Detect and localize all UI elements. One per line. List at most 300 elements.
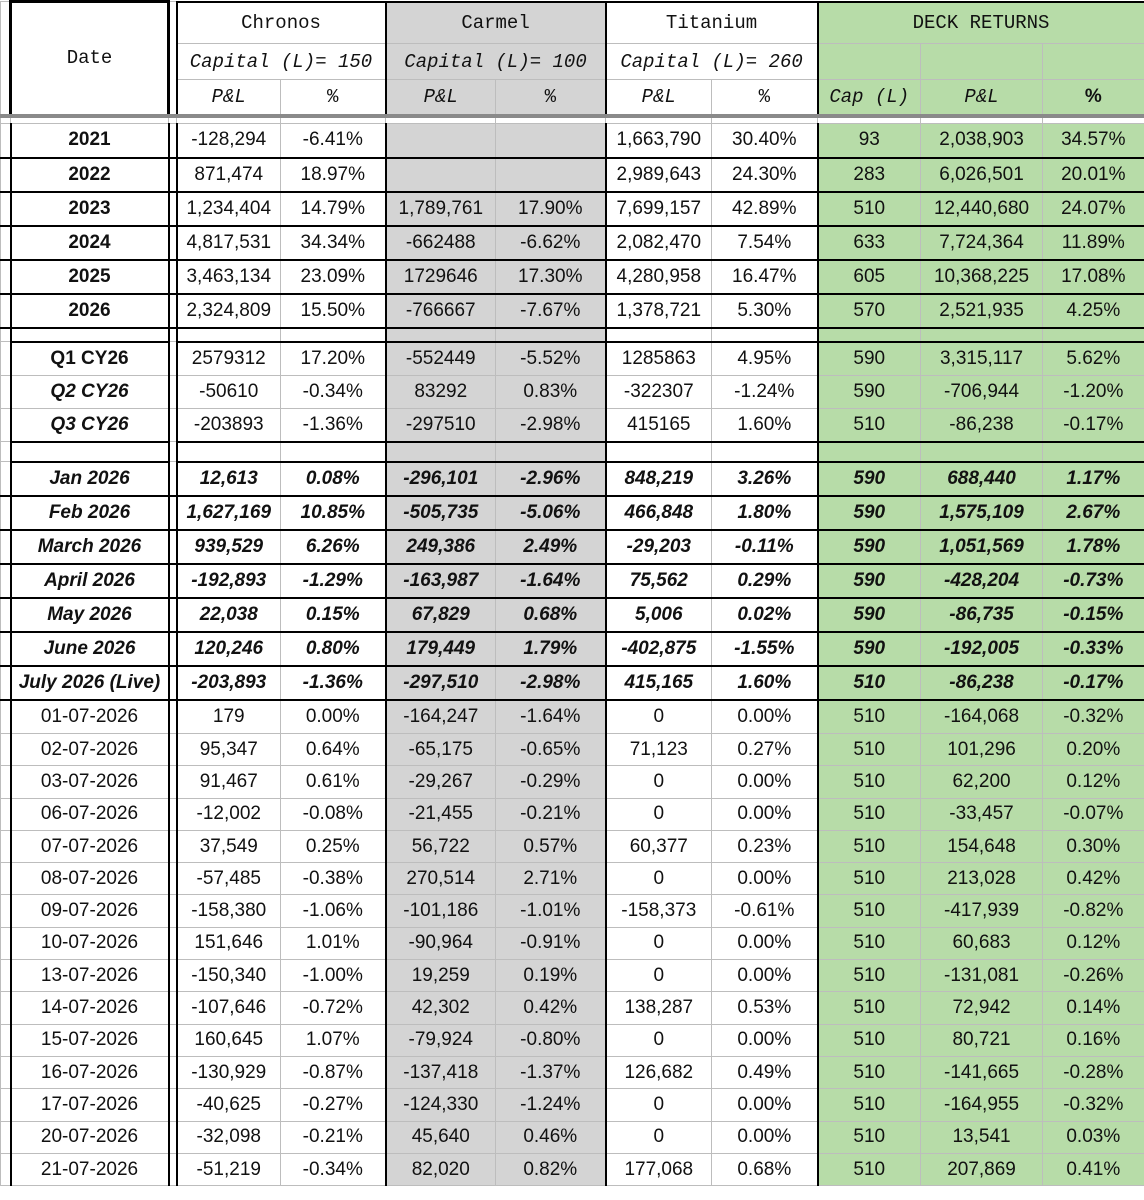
monthly-label: April 2026 [11,564,169,598]
carmel-pnl-cell: 67,829 [386,598,496,632]
deck-pnl-cell: 12,440,680 [921,192,1043,226]
daily-row [1,734,1144,766]
titanium-pnl-cell: 0 [606,700,712,734]
titanium-pct-cell: 0.29% [712,564,818,598]
carmel-pct-cell: 0.83% [496,376,606,409]
deck-cap-cell: 570 [818,294,921,328]
margin-cell [1,960,11,992]
separator-cell [712,442,818,462]
titanium-pnl-cell: 415165 [606,409,712,442]
carmel-pct-cell [496,158,606,192]
chronos-pct-cell: 0.80% [281,632,386,666]
deck-pnl-cell: -86,735 [921,598,1043,632]
chronos-pnl-cell: -107,646 [177,992,281,1024]
spacer-cell [177,116,281,124]
deck-pnl-cell: 101,296 [921,734,1043,766]
chronos-pct-cell: 0.64% [281,734,386,766]
chronos-pct-cell: 18.97% [281,158,386,192]
gap-cell [169,1089,177,1121]
deck-pct-cell: 0.03% [1043,1121,1144,1153]
titanium-pnl-cell: 60,377 [606,830,712,862]
daily-label: 20-07-2026 [11,1121,169,1153]
margin-cell [1,294,11,328]
deck-pnl-cell: -141,665 [921,1056,1043,1088]
header-row-strategies [1,2,1144,44]
chronos-pnl-cell: -12,002 [177,798,281,830]
daily-label: 10-07-2026 [11,927,169,959]
carmel-pnl-cell: -505,735 [386,496,496,530]
carmel-pct-cell: -1.24% [496,1089,606,1121]
titanium-pct-cell: 0.00% [712,1024,818,1056]
titanium-pct-cell: 24.30% [712,158,818,192]
deck-pct-cell: -1.20% [1043,376,1144,409]
carmel-pct-cell: -2.98% [496,409,606,442]
deck-pct-cell: 1.78% [1043,530,1144,564]
carmel-pnl-cell: -766667 [386,294,496,328]
margin-cell [1,328,11,342]
gap-cell [169,863,177,895]
titanium-pnl-cell: -158,373 [606,895,712,927]
chronos-pnl-cell: -203,893 [177,666,281,700]
gap-cell [169,666,177,700]
daily-label: 14-07-2026 [11,992,169,1024]
quarterly-label: Q3 CY26 [11,409,169,442]
deck-pnl-cell: 154,648 [921,830,1043,862]
chronos-pnl-cell: 12,613 [177,462,281,496]
titanium-pct-cell: 1.80% [712,496,818,530]
daily-row [1,927,1144,959]
carmel-pnl-cell: -296,101 [386,462,496,496]
daily-row [1,1024,1144,1056]
titanium-pnl-cell: -29,203 [606,530,712,564]
spacer-cell [169,116,177,124]
titanium-pnl-cell: 0 [606,863,712,895]
deck-cap-header: Cap (L) [818,80,921,116]
deck-pnl-cell: 2,038,903 [921,124,1043,158]
gap-cell [169,632,177,666]
titanium-pnl-cell: 177,068 [606,1153,712,1185]
carmel-pnl-cell: 82,020 [386,1153,496,1185]
deck-pnl-header: P&L [921,80,1043,116]
titanium-pct-header: % [712,80,818,116]
deck-cap-cell: 605 [818,260,921,294]
deck-pnl-cell: -33,457 [921,798,1043,830]
carmel-pct-cell: -0.21% [496,798,606,830]
titanium-pct-cell: 0.27% [712,734,818,766]
deck-cap-cell: 590 [818,342,921,376]
spacer-cell [281,116,386,124]
carmel-pnl-cell: 249,386 [386,530,496,564]
separator-cell [818,442,921,462]
titanium-pct-cell: 0.00% [712,1089,818,1121]
deck-cap-cell: 590 [818,376,921,409]
separator-cell [11,442,169,462]
monthly-row [1,598,1144,632]
titanium-pnl-cell: 126,682 [606,1056,712,1088]
titanium-pnl-cell: 415,165 [606,666,712,700]
titanium-header: Titanium [606,2,818,44]
separator-cell [606,328,712,342]
carmel-pct-cell: 0.68% [496,598,606,632]
daily-row [1,798,1144,830]
deck-pct-cell: 0.14% [1043,992,1144,1024]
carmel-pnl-cell: -662488 [386,226,496,260]
titanium-pct-cell: 7.54% [712,226,818,260]
yearly-row [1,294,1144,328]
gap-cell [169,496,177,530]
daily-label: 08-07-2026 [11,863,169,895]
deck-cap-cell: 510 [818,927,921,959]
deck-pct-cell: 4.25% [1043,294,1144,328]
gap-cell [169,442,177,462]
gap-cell [169,1121,177,1153]
titanium-pct-cell: 16.47% [712,260,818,294]
carmel-pct-cell: -1.64% [496,564,606,598]
chronos-pnl-cell: 1,234,404 [177,192,281,226]
deck-cap-cell: 510 [818,766,921,798]
separator-cell [921,328,1043,342]
carmel-pct-cell: -5.52% [496,342,606,376]
chronos-pct-cell: -0.21% [281,1121,386,1153]
gap-cell [169,342,177,376]
deck-cap-cell: 510 [818,192,921,226]
deck-cap-cell: 590 [818,632,921,666]
deck-pnl-cell: -164,955 [921,1089,1043,1121]
titanium-pct-cell: 0.00% [712,960,818,992]
chronos-pnl-cell: -128,294 [177,124,281,158]
deck-pct-cell: 11.89% [1043,226,1144,260]
deck-pnl-cell: 2,521,935 [921,294,1043,328]
daily-row [1,766,1144,798]
deck-pnl-cell: -417,939 [921,895,1043,927]
titanium-pct-cell: 0.00% [712,766,818,798]
chronos-pnl-cell: 120,246 [177,632,281,666]
deck-pct-cell: 5.62% [1043,342,1144,376]
yearly-row [1,226,1144,260]
margin-cell [1,666,11,700]
deck-pnl-cell: -131,081 [921,960,1043,992]
chronos-pnl-cell: -32,098 [177,1121,281,1153]
titanium-pct-cell: 0.00% [712,798,818,830]
chronos-pct-cell: 0.15% [281,598,386,632]
quarterly-label: Q2 CY26 [11,376,169,409]
spacer-row [1,116,1144,124]
daily-label: 15-07-2026 [11,1024,169,1056]
carmel-pct-cell: 2.49% [496,530,606,564]
carmel-pct-cell: -2.96% [496,462,606,496]
spacer-cell [1043,116,1144,124]
titanium-pct-cell: 0.00% [712,863,818,895]
titanium-pct-cell: -0.11% [712,530,818,564]
chronos-pct-cell: 0.00% [281,700,386,734]
titanium-pct-cell: 0.49% [712,1056,818,1088]
monthly-row [1,632,1144,666]
gap-cell [169,830,177,862]
margin-cell [1,124,11,158]
daily-label: 07-07-2026 [11,830,169,862]
carmel-pnl-cell: 42,302 [386,992,496,1024]
carmel-pct-cell: -7.67% [496,294,606,328]
margin-cell [1,260,11,294]
carmel-pnl-cell: -29,267 [386,766,496,798]
chronos-pnl-cell: 2579312 [177,342,281,376]
carmel-pct-cell: -2.98% [496,666,606,700]
daily-row [1,700,1144,734]
deck-pnl-cell: 6,026,501 [921,158,1043,192]
deck-pct-cell: 0.20% [1043,734,1144,766]
carmel-pct-header: % [496,80,606,116]
carmel-pct-cell: 0.57% [496,830,606,862]
deck-pct-cell: -0.32% [1043,1089,1144,1121]
carmel-pct-cell: 0.19% [496,960,606,992]
margin-cell [1,2,11,116]
carmel-pnl-cell: 83292 [386,376,496,409]
deck-cap-cell: 510 [818,1024,921,1056]
gap-cell [169,260,177,294]
deck-pnl-cell: 3,315,117 [921,342,1043,376]
chronos-pnl-cell: 179 [177,700,281,734]
carmel-pnl-cell [386,124,496,158]
gap-cell [169,895,177,927]
gap-cell [169,294,177,328]
deck-pnl-cell: 10,368,225 [921,260,1043,294]
monthly-row [1,496,1144,530]
deck-pct-header: % [1043,80,1144,116]
margin-cell [1,1153,11,1185]
monthly-label: May 2026 [11,598,169,632]
daily-label: 13-07-2026 [11,960,169,992]
titanium-pct-cell: 0.00% [712,1121,818,1153]
gap-cell [169,376,177,409]
carmel-pct-cell: -0.80% [496,1024,606,1056]
margin-cell [1,158,11,192]
carmel-pnl-cell: 179,449 [386,632,496,666]
titanium-pct-cell: 5.30% [712,294,818,328]
titanium-pnl-cell: 1285863 [606,342,712,376]
titanium-pnl-cell: 1,663,790 [606,124,712,158]
daily-label: 01-07-2026 [11,700,169,734]
chronos-capital: Capital (L)= 150 [177,44,386,80]
titanium-pct-cell: -0.61% [712,895,818,927]
deck-cap-cell: 510 [818,734,921,766]
deck-pct-cell: 0.12% [1043,766,1144,798]
chronos-pnl-cell: 151,646 [177,927,281,959]
chronos-pnl-cell: -50610 [177,376,281,409]
carmel-pct-cell: 2.71% [496,863,606,895]
margin-cell [1,700,11,734]
margin-cell [1,462,11,496]
deck-pct-cell: -0.17% [1043,666,1144,700]
deck-pct-cell: -0.82% [1043,895,1144,927]
daily-row [1,830,1144,862]
chronos-header: Chronos [177,2,386,44]
deck-cap-cell: 510 [818,1089,921,1121]
daily-label: 16-07-2026 [11,1056,169,1088]
deck-cap-cell: 283 [818,158,921,192]
margin-cell [1,895,11,927]
separator-cell [386,442,496,462]
margin-cell [1,442,11,462]
carmel-pnl-cell: 45,640 [386,1121,496,1153]
carmel-pnl-cell: 19,259 [386,960,496,992]
margin-cell [1,1089,11,1121]
carmel-pnl-cell: -21,455 [386,798,496,830]
carmel-pnl-cell: 56,722 [386,830,496,862]
chronos-pct-cell: 1.07% [281,1024,386,1056]
chronos-pct-cell: 14.79% [281,192,386,226]
deck-pnl-cell: 1,575,109 [921,496,1043,530]
yearly-row [1,124,1144,158]
carmel-pnl-header: P&L [386,80,496,116]
gap-cell [169,734,177,766]
titanium-pnl-cell: 848,219 [606,462,712,496]
deck-cap-cell: 590 [818,598,921,632]
titanium-pct-cell: 0.68% [712,1153,818,1185]
daily-row [1,1153,1144,1185]
carmel-pct-cell: -1.37% [496,1056,606,1088]
chronos-pnl-cell: 91,467 [177,766,281,798]
daily-label: 09-07-2026 [11,895,169,927]
deck-pnl-cell: 13,541 [921,1121,1043,1153]
deck-pct-cell: 0.16% [1043,1024,1144,1056]
deck-pct-cell: -0.32% [1043,700,1144,734]
separator-cell [11,328,169,342]
spacer-cell [606,116,712,124]
deck-pct-cell: -0.17% [1043,409,1144,442]
margin-cell [1,1024,11,1056]
spacer-cell [818,116,921,124]
margin-cell [1,1056,11,1088]
titanium-capital: Capital (L)= 260 [606,44,818,80]
carmel-pct-cell: 17.30% [496,260,606,294]
titanium-pnl-cell: 0 [606,766,712,798]
titanium-pnl-cell: 466,848 [606,496,712,530]
titanium-pnl-cell: 5,006 [606,598,712,632]
deck-pnl-cell: 60,683 [921,927,1043,959]
deck-cap-cell: 510 [818,700,921,734]
chronos-pct-cell: -1.00% [281,960,386,992]
separator-cell [281,328,386,342]
deck-pnl-cell: 80,721 [921,1024,1043,1056]
chronos-pnl-cell: 4,817,531 [177,226,281,260]
deck-pct-cell: 2.67% [1043,496,1144,530]
deck-cap-cell: 510 [818,992,921,1024]
deck-pnl-cell: -192,005 [921,632,1043,666]
margin-cell [1,496,11,530]
margin-cell [1,830,11,862]
gap-cell [169,798,177,830]
deck-pnl-cell: 213,028 [921,863,1043,895]
chronos-pct-cell: -0.34% [281,1153,386,1185]
carmel-pct-cell: -0.29% [496,766,606,798]
gap-cell [169,462,177,496]
carmel-pct-cell: -0.91% [496,927,606,959]
yearly-row [1,192,1144,226]
chronos-pnl-cell: 1,627,169 [177,496,281,530]
chronos-pnl-cell: -192,893 [177,564,281,598]
monthly-row [1,564,1144,598]
gap-cell [169,927,177,959]
yearly-label: 2025 [11,260,169,294]
carmel-pct-cell: -0.65% [496,734,606,766]
deck-cap-cell: 510 [818,895,921,927]
yearly-label: 2023 [11,192,169,226]
gap-cell [169,328,177,342]
carmel-pct-cell: 17.90% [496,192,606,226]
deck-pnl-cell: -428,204 [921,564,1043,598]
carmel-pnl-cell: -79,924 [386,1024,496,1056]
deck-cap-cell: 590 [818,530,921,564]
carmel-pnl-cell: -137,418 [386,1056,496,1088]
margin-cell [1,798,11,830]
deck-pct-cell: 20.01% [1043,158,1144,192]
chronos-pct-cell: -0.27% [281,1089,386,1121]
titanium-pnl-cell: 71,123 [606,734,712,766]
chronos-pct-cell: 17.20% [281,342,386,376]
carmel-capital: Capital (L)= 100 [386,44,606,80]
gap-cell [169,226,177,260]
chronos-pct-cell: -0.38% [281,863,386,895]
deck-cap-cell: 590 [818,496,921,530]
deck-cap-cell: 510 [818,666,921,700]
titanium-pnl-cell: 138,287 [606,992,712,1024]
carmel-pnl-cell: 1729646 [386,260,496,294]
margin-cell [1,564,11,598]
margin-cell [1,1121,11,1153]
quarterly-row [1,409,1144,442]
titanium-pct-cell: 0.02% [712,598,818,632]
titanium-pnl-cell: 2,082,470 [606,226,712,260]
carmel-pnl-cell: -552449 [386,342,496,376]
chronos-pct-cell: 10.85% [281,496,386,530]
carmel-pct-cell: -5.06% [496,496,606,530]
carmel-pct-cell: 0.82% [496,1153,606,1185]
chronos-pct-cell: 0.25% [281,830,386,862]
deck-pnl-cell: -86,238 [921,409,1043,442]
chronos-pct-cell: -1.36% [281,409,386,442]
margin-cell [1,992,11,1024]
spacer-cell [386,116,496,124]
titanium-pct-cell: 1.60% [712,409,818,442]
deck-returns-header: DECK RETURNS [818,2,1144,44]
daily-row [1,1089,1144,1121]
monthly-label: March 2026 [11,530,169,564]
titanium-pct-cell: 42.89% [712,192,818,226]
separator-cell [1043,442,1144,462]
carmel-pnl-cell [386,158,496,192]
chronos-pnl-cell: -130,929 [177,1056,281,1088]
yearly-row [1,260,1144,294]
deck-pct-cell: -0.73% [1043,564,1144,598]
deck-pct-cell: 0.42% [1043,863,1144,895]
daily-row [1,992,1144,1024]
gap-cell [169,1056,177,1088]
yearly-label: 2021 [11,124,169,158]
spacer-cell [712,116,818,124]
chronos-pct-cell: -0.87% [281,1056,386,1088]
quarterly-label: Q1 CY26 [11,342,169,376]
chronos-pct-cell: -6.41% [281,124,386,158]
margin-cell [1,863,11,895]
separator-cell [177,328,281,342]
chronos-pct-cell: 0.08% [281,462,386,496]
gap-cell [169,598,177,632]
deck-cap-cell: 510 [818,830,921,862]
carmel-pct-cell: -6.62% [496,226,606,260]
titanium-pct-cell: 4.95% [712,342,818,376]
chronos-pct-cell: 34.34% [281,226,386,260]
deck-cap-cell: 590 [818,462,921,496]
